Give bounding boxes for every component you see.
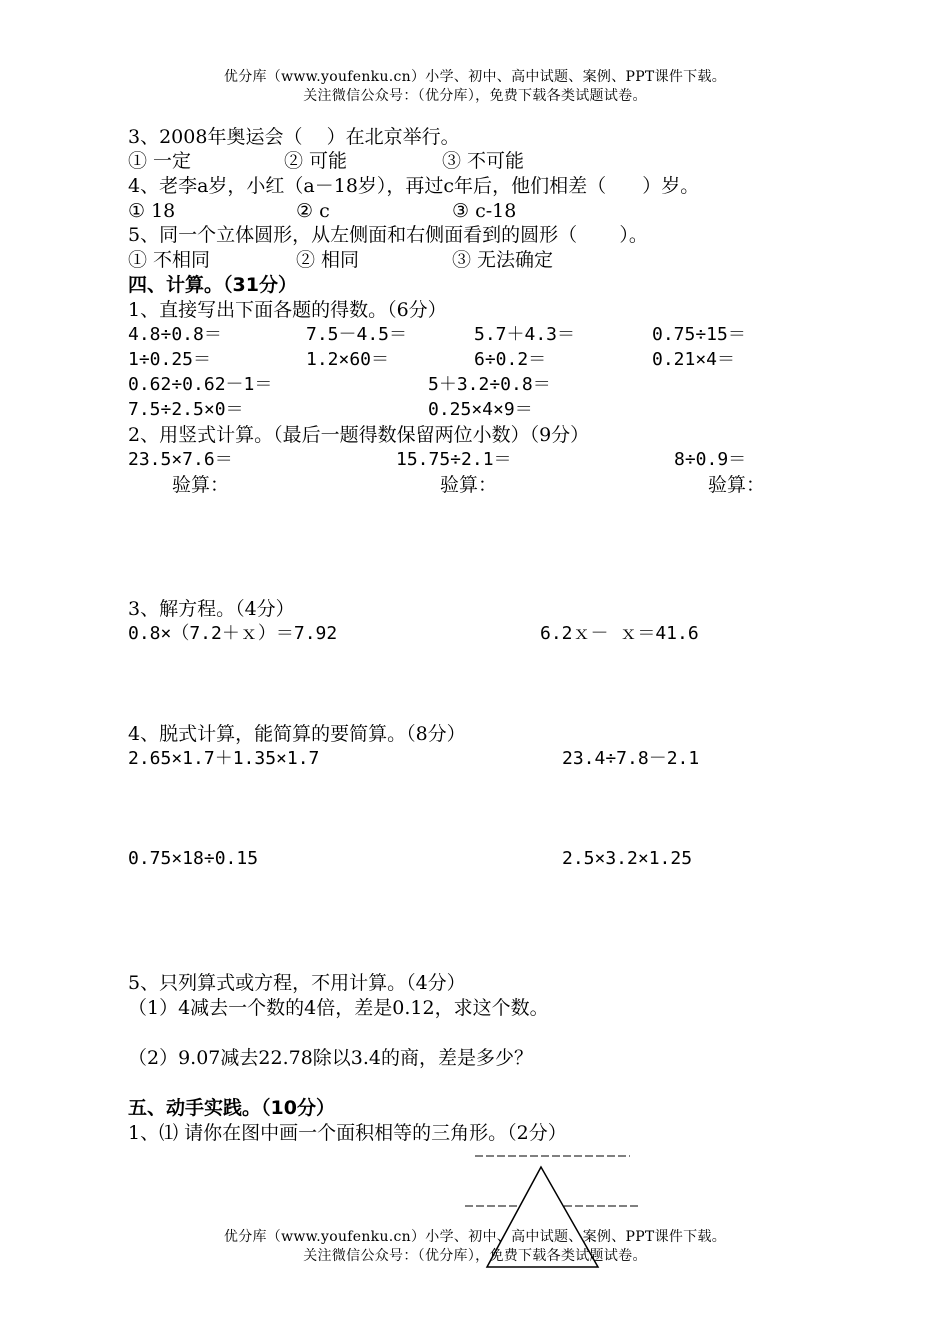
equation-item: 6.2ｘ－ ｘ＝41.6 [540,623,699,644]
footer-line-1: 优分库（www.youfenku.cn）小学、初中、高中试题、案例、PPT课件下载。 [223,1229,727,1245]
mental-calc-item: 1.2×60＝ [306,349,390,370]
part3-title: 3、解方程。（4分） [128,598,295,620]
section4-title: 四、计算。（31分） [128,274,297,296]
choice-q3-opt2: ② 可能 [284,150,348,172]
part1-title: 1、直接写出下面各题的得数。（6分） [128,299,447,321]
stepwise-calc-item: 23.4÷7.8－2.1 [562,748,700,769]
mental-calc-item: 0.62÷0.62－1＝ [128,374,273,395]
choice-q5-opt1: ① 不相同 [128,249,211,271]
vertical-calc-item: 8÷0.9＝ [674,449,747,470]
word-problem-2: （2）9.07减去22.78除以3.4的商，差是多少？ [128,1047,534,1069]
mental-calc-item: 0.75÷15＝ [652,324,746,345]
check-label: 验算： [172,474,230,496]
footer-line-2: 关注微信公众号：（优分库），免费下载各类试题试卷。 [303,1248,647,1264]
vertical-calc-item: 15.75÷2.1＝ [396,449,512,470]
check-label: 验算： [440,474,498,496]
part2-title: 2、用竖式计算。（最后一题得数保留两位小数）（9分） [128,424,590,446]
word-problem-1: （1）4减去一个数的4倍，差是0.12，求这个数。 [128,997,549,1019]
vertical-calc-item: 23.5×7.6＝ [128,449,233,470]
header-line-2: 关注微信公众号：（优分库），免费下载各类试题试卷。 [303,88,647,104]
header-line-1: 优分库（www.youfenku.cn）小学、初中、高中试题、案例、PPT课件下载。 [223,69,727,85]
mental-calc-item: 0.25×4×9＝ [428,399,533,420]
choice-q4-opt3: ③ c-18 [452,200,517,222]
equation-item: 0.8×（7.2＋ｘ）＝7.92 [128,623,338,644]
stepwise-calc-item: 2.5×3.2×1.25 [562,848,693,869]
stepwise-calc-item: 2.65×1.7＋1.35×1.7 [128,748,320,769]
choice-q4-opt2: ② c [296,200,330,222]
choice-q3: 3、2008年奥运会（ ）在北京举行。 [128,126,460,148]
choice-q5-opt3: ③ 无法确定 [452,249,554,271]
section5-title: 五、动手实践。（10分） [128,1097,335,1119]
mental-calc-item: 7.5－4.5＝ [306,324,408,345]
mental-calc-item: 0.21×4＝ [652,349,736,370]
part5-title: 5、只列算式或方程，不用计算。（4分） [128,972,466,994]
check-label: 验算： [708,474,766,496]
choice-q3-opt3: ③ 不可能 [442,150,525,172]
stepwise-calc-item: 0.75×18÷0.15 [128,848,259,869]
mental-calc-item: 6÷0.2＝ [474,349,547,370]
mental-calc-item: 5.7＋4.3＝ [474,324,576,345]
mental-calc-item: 5＋3.2÷0.8＝ [428,374,551,395]
mental-calc-item: 7.5÷2.5×0＝ [128,399,244,420]
mental-calc-item: 4.8÷0.8＝ [128,324,222,345]
choice-q4-opt1: ① 18 [128,200,176,222]
choice-q5-opt2: ② 相同 [296,249,360,271]
mental-calc-item: 1÷0.25＝ [128,349,212,370]
part4-title: 4、脱式计算，能简算的要简算。（8分） [128,723,466,745]
section5-q1: 1、⑴ 请你在图中画一个面积相等的三角形。（2分） [128,1122,567,1144]
choice-q4: 4、老李a岁，小红（a－18岁），再过c年后，他们相差（ ）岁。 [128,175,700,197]
choice-q5: 5、同一个立体圆形，从左侧面和右侧面看到的圆形（ ）。 [128,224,648,246]
choice-q3-opt1: ① 一定 [128,150,192,172]
